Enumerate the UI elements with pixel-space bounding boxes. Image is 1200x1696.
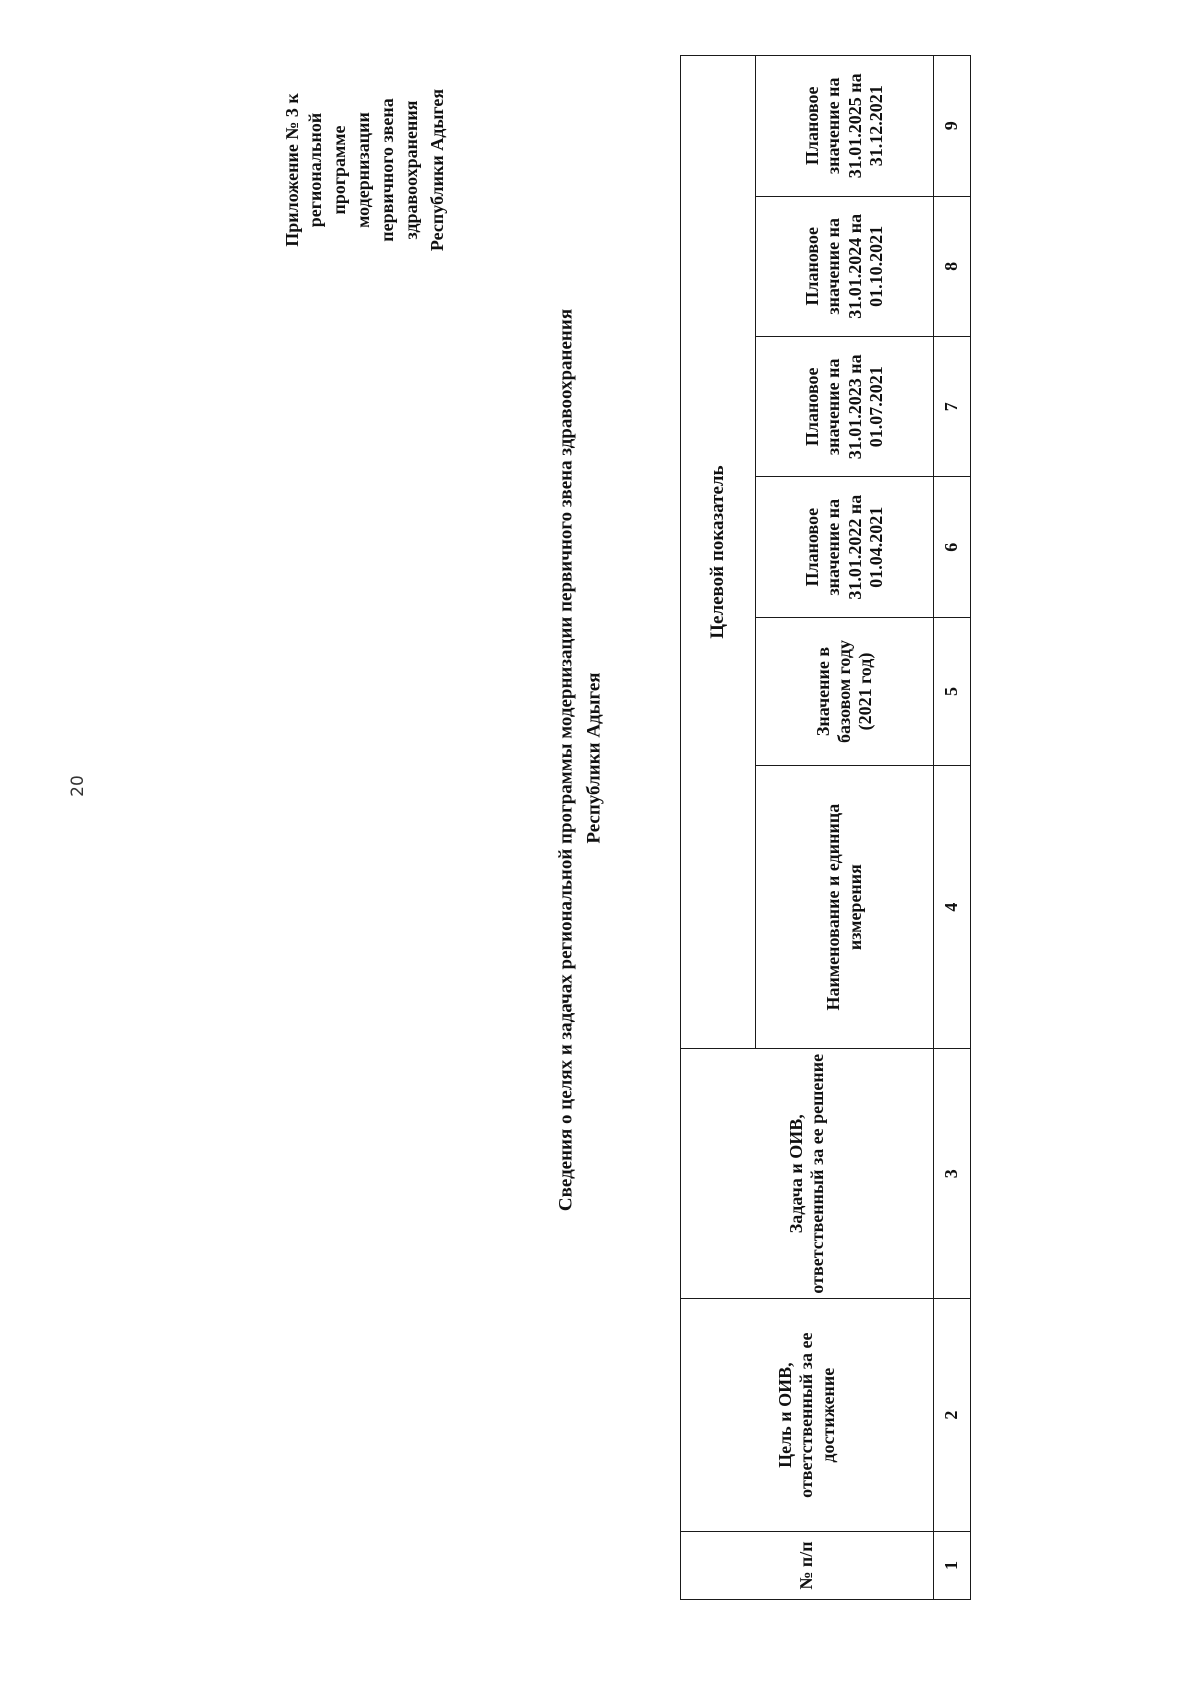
annex-line: первичного звена [377,98,397,242]
header-task: Задача и ОИВ, ответственный за ее решение [681,1049,934,1299]
header-plan-value-1: Плановое значение на 31.01.2022 на 01.04.2021 [756,477,934,617]
header-goal: Цель и ОИВ, ответственный за ее достижение [681,1299,934,1532]
header-number: № п/п [681,1531,934,1599]
page-number: 20 [68,775,88,797]
header-plan-value-4: Плановое значение на 31.01.2025 на 31.12.2021 [756,56,934,197]
column-number: 4 [934,766,971,1049]
annex-line: здравоохранения [401,100,421,240]
column-number-row [934,56,971,1600]
annex-line: Республики Адыгея [427,88,447,252]
header-plan-value-2: Плановое значение на 31.01.2023 на 01.07.2021 [756,337,934,477]
column-number: 3 [934,1049,971,1299]
header-name-unit: Наименование и единица измерения [756,766,934,1049]
column-number: 5 [934,617,971,765]
header-target-indicator: Целевой показатель [681,56,756,1049]
goals-tasks-table [680,55,962,1600]
annex-line: Приложение № 3 к [282,93,302,247]
document-subtitle: Республики Адыгея [583,672,605,844]
annex-line: программе [329,125,349,215]
column-number: 9 [934,56,971,197]
annex-line: региональной [305,112,325,228]
header-plan-value-3: Плановое значение на 31.01.2024 на 01.10.2021 [756,196,934,336]
column-number: 2 [934,1299,971,1532]
header-base-value: Значение в базовом году (2021 год) [756,617,934,765]
column-number: 1 [934,1531,971,1599]
column-number: 7 [934,337,971,477]
column-number: 8 [934,196,971,336]
annex-line: модернизации [353,112,373,228]
document-title: Сведения о целях и задачах региональной программы модернизации первичного звена здравоохранения [555,308,577,1212]
column-number: 6 [934,477,971,617]
